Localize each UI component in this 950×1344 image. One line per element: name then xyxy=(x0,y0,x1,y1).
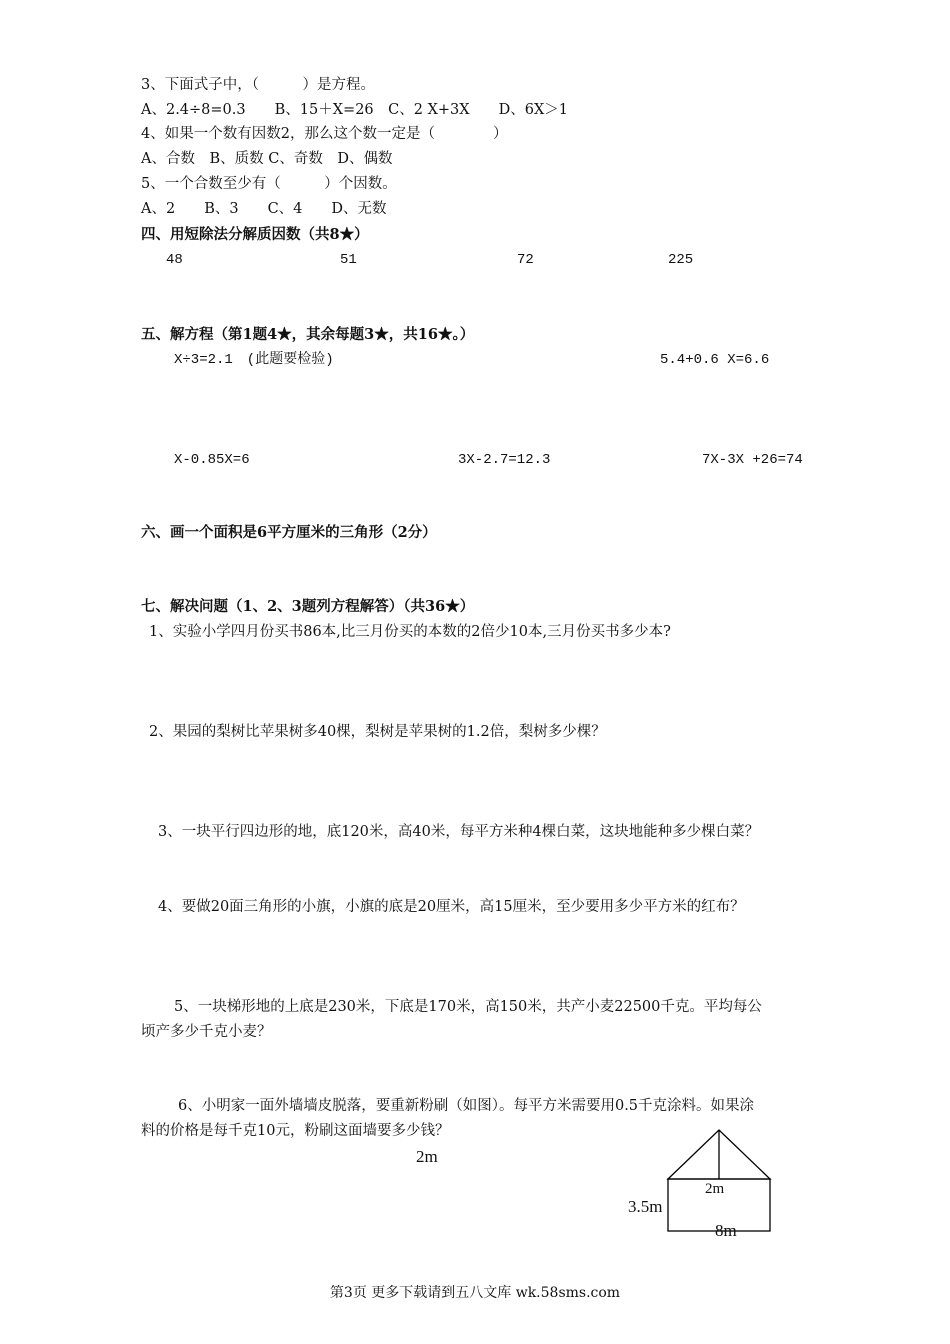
figure-label-left: 3.5m xyxy=(628,1197,663,1216)
equation-1: X÷3=2.1 (此题要检验) xyxy=(174,352,334,368)
section-5-title: 五、解方程（第1题4★，其余每题3★，共16★。） xyxy=(141,326,475,343)
problem-3: 3、一块平行四边形的地，底120米，高40米，每平方米种4棵白菜，这块地能种多少棵白菜？ xyxy=(158,824,760,840)
problem-1: 1、实验小学四月份买书86本,比三月份买的本数的2倍少10本,三月份买书多少本? xyxy=(149,624,671,640)
section-6-title: 六、画一个面积是6平方厘米的三角形（2分） xyxy=(141,524,437,541)
page-footer: 第3页 更多下载请到五八文库 wk.58sms.com xyxy=(329,1285,621,1301)
equation-3: X-0.85X=6 xyxy=(174,452,250,468)
problem-6-line-2: 料的价格是每千克10元，粉刷这面墙要多少钱？ xyxy=(141,1123,450,1139)
figure-label-inner: 2m xyxy=(705,1181,725,1197)
figure-label-bottom: 8m xyxy=(715,1221,737,1240)
problem-2: 2、果园的梨树比苹果树多40棵，梨树是苹果树的1.2倍，梨树多少棵？ xyxy=(149,724,606,740)
problem-6-line-1: 6、小明家一面外墙墙皮脱落，要重新粉刷（如图）。每平方米需要用0.5千克涂料。如果涂 xyxy=(178,1098,755,1114)
question-5: 5、一个合数至少有（ ）个因数。 xyxy=(141,176,397,192)
question-4-options: A、合数 B、质数 C、奇数 D、偶数 xyxy=(141,151,393,167)
factor-number-1: 48 xyxy=(166,252,183,268)
factor-number-4: 225 xyxy=(668,252,694,268)
section-4-title: 四、用短除法分解质因数（共8★） xyxy=(141,226,369,243)
question-3: 3、下面式子中，（ ）是方程。 xyxy=(141,77,375,93)
section-7-title: 七、解决问题（1、2、3题列方程解答）（共36★） xyxy=(141,598,475,615)
question-3-options: A、2.4÷8=0.3 B、15＋X=26 C、2 X+3X D、6X＞1 xyxy=(141,102,568,118)
problem-4: 4、要做20面三角形的小旗，小旗的底是20厘米，高15厘米，至少要用多少平方米的红布？ xyxy=(158,899,745,915)
figure-label-top: 2m xyxy=(416,1147,438,1166)
problem-5-line-1: 5、一块梯形地的上底是230米，下底是170米，高150米，共产小麦22500千克。平均每公 xyxy=(174,999,762,1015)
problem-5-line-2: 顷产多少千克小麦？ xyxy=(141,1024,272,1040)
question-5-options: A、2 B、3 C、4 D、无数 xyxy=(141,201,387,217)
factor-number-2: 51 xyxy=(340,252,357,268)
equation-4: 3X-2.7=12.3 xyxy=(458,452,551,468)
factor-number-3: 72 xyxy=(517,252,534,268)
equation-2: 5.4+0.6 X=6.6 xyxy=(660,352,770,368)
equation-5: 7X-3X +26=74 xyxy=(702,452,803,468)
question-4: 4、如果一个数有因数2，那么这个数一定是（ ） xyxy=(141,126,508,142)
